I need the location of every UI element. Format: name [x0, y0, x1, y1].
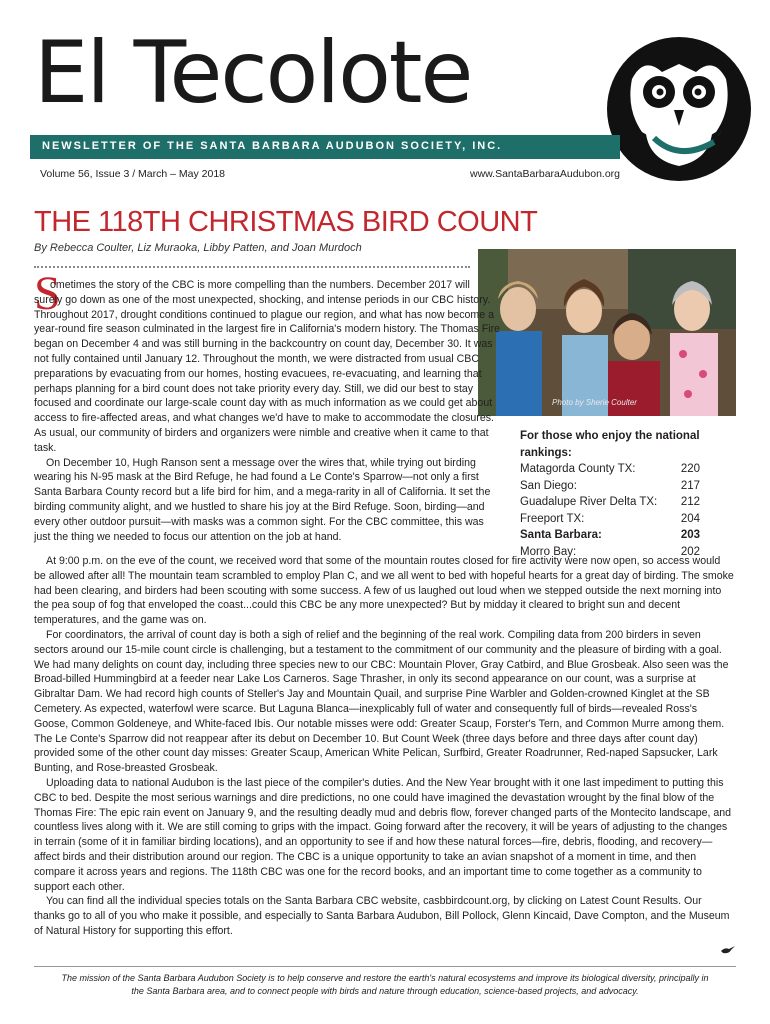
- ranking-count: 217: [680, 479, 700, 492]
- ranking-place: San Diego:: [520, 479, 577, 492]
- rankings-box: [520, 428, 740, 560]
- ranking-place: Matagorda County TX:: [520, 463, 636, 475]
- photo-credit: Photo by Sherie Coulter: [552, 398, 637, 407]
- ranking-count: 202: [680, 545, 700, 558]
- article-body-top: [34, 278, 500, 544]
- paragraph: Uploading data to national Audubon is the last piece of the compiler's duties. And the New Year brought with it one last impediment to putting this CBC to bed. Despite the most serious warnings and dire predictions, no one could have imagined the devastation wrought by the final blow of the Thomas Fire: The epic rain event on January 9, and the resulting deadly mud and debris flow, forever changed parts of the Montecito landscape, and countless lives along with it. We are still coming to grips with the impact. Going forward after the recovery, it will be years of adjusting to the changes in terrain (some of it in familiar birding locations), and an opportunity to see if and how these natural forces—fire, debris, flooding, and recovery—affect birds and their distribution around our region. The CBC is a unique opportunity to take an avian snapshot of a moment in time, and then compare it across years and regions. The 118th CBC was one for the record books, and an important time to come together as a community to support each other.: [34, 776, 732, 893]
- article-byline: By Rebecca Coulter, Liz Muraoka, Libby Patten, and Joan Murdoch: [34, 242, 362, 254]
- ranking-row: [520, 461, 740, 478]
- paragraph: At 9:00 p.m. on the eve of the count, we received word that some of the mountain routes closed for fire activity were now open, so access would be allowed after all! The mountain team scrambled to employ Plan C, and we all went to bed with hopeful hearts for a great day of birding. The smoke had been clearing, and birders had been scouting with some success. A few of us laughed out loud when we stepped outside the next morning into the pea soup of fog that enveloped the coast...could this CBC be any more unexpected? But by midday it cleared to bright sun and decent temperatures, and the game was on.: [34, 555, 734, 627]
- article-body-bottom: [34, 554, 734, 939]
- website-link[interactable]: www.SantaBarbaraAudubon.org: [469, 168, 620, 180]
- paragraph: ometimes the story of the CBC is more compelling than the numbers. December 2017 will surely go down as one of the most unexpected, shocking, and intense periods in our CBC history. Throughout 2017, drought conditions continued to plague our region, and what has now become a year-round fire season culminated in the largest fire in California's modern history. The Thomas Fire began on December 4 and was still burning in the backcountry on count day, December 30. It was not fully contained until January 12. Throughout the month, we were distracted from usual CBC preparations by evacuating from our homes, hosting evacuees, re-evacuating, and learning that perhaps planning for a bird count does not take priority every day. Still, we did our best to stay focused and coordinate our large-scale count day with as much information as we could get about access to fire-affected areas, and what changes we'd have to make to accommodate the closures. As usual, our community of birders and organizers were nimble and creative when it came to that task.: [34, 279, 501, 454]
- ranking-place: Morro Bay:: [520, 545, 577, 558]
- ranking-count: 204: [680, 512, 700, 525]
- rankings-title: For those who enjoy the national rankings:: [520, 430, 700, 459]
- banner-text: NEWSLETTER OF THE SANTA BARBARA AUDUBON SOCIETY, INC.: [42, 140, 503, 152]
- ranking-place: Guadalupe River Delta TX:: [520, 496, 658, 508]
- ranking-count: 203: [680, 529, 700, 541]
- drop-cap: S: [34, 267, 61, 320]
- group-photo: [478, 249, 736, 416]
- paragraph: On December 10, Hugh Ranson sent a message over the wires that, while trying out birding wearing his N-95 mask at the Bird Refuge, he had found a Le Conte's Sparrow—not only a first Santa Barbara County record but a life bird for him, and a mega-rarity in all of California. It set the birding community alight, and we hustled to share his joy at the Bird Refuge. Soon, birding—and every other outdoor pursuit—with masks was a common sight. For the CBC committee, this was just the thing we needed to focus our attention on the job at hand.: [34, 456, 491, 543]
- ranking-row: [520, 511, 740, 528]
- footer-divider: [34, 966, 736, 967]
- ranking-place: Freeport TX:: [520, 512, 585, 525]
- bird-end-mark-icon: [720, 944, 736, 958]
- ranking-row-highlight: [520, 527, 740, 544]
- photo-illustration: [478, 249, 736, 416]
- paragraph: You can find all the individual species totals on the Santa Barbara CBC website, casbbirdcount.org, by clicking on Latest Count Results. Our thanks go to all of you who make it possible, and especially to Santa Barbara Audubon, Bill Pollock, Glenn Kincaid, Dave Compton, and the Museum of Natural History for supporting this effort.: [34, 895, 730, 937]
- mission-statement: The mission of the Santa Barbara Audubon Society is to help conserve and restore the earth's natural ecosystems and improve its biological diversity, principally in the Santa Barbara area, and to connect people with birds and nature through education, science-based projects, and advocacy.: [61, 973, 709, 996]
- divider: [34, 266, 470, 268]
- ranking-row: [520, 478, 740, 495]
- ranking-count: 212: [680, 496, 700, 508]
- article-headline: THE 118TH CHRISTMAS BIRD COUNT: [34, 206, 538, 238]
- paragraph: For coordinators, the arrival of count day is both a sigh of relief and the beginning of the real work. Compiling data from 200 birders in seven sectors around our 15-mile count circle is challenging, but a testament to the commitment of our community and the pleasure of birding with a goal. We had many delights on count day, including three species new to our CBC: Mountain Plover, Gray Catbird, and Blue Grosbeak. Also seen was the Broad-billed Hummingbird at a feeder near Lake Los Carneros. Sage Thrasher, in only its second appearance on our count, was a surprise at Gibraltar Dam. We had record high counts of Steller's Jay and Mountain Quail, and surprise Pine Warbler and Golden-crowned Kinglet at the SB Cemetery. As expected, waterfowl were scarce. But Laguna Blanca—inexplicably full of water and consequently full of birds—revealed Ross's Goose, Common Goldeneye, and White-faced Ibis. Our notable misses were odd: Greater Scaup, Forster's Tern, and Common Murre among them. The Le Conte's Sparrow did not reappear after its debut on December 10. But Count Week (three days before and three days after count day) provided some of the other count day misses: Greater Scaup, American White Pelican, Surfbird, Greater Roadrunner, Red-naped Sapsucker, Lark Bunting, and Rose-breasted Grosbeak.: [34, 628, 729, 775]
- ranking-row: [520, 494, 740, 511]
- ranking-count: 220: [680, 463, 700, 475]
- issue-info: Volume 56, Issue 3 / March – May 2018: [40, 168, 226, 180]
- owl-icon: [604, 34, 754, 184]
- newsletter-banner: [30, 135, 620, 159]
- masthead-title: El Tecolote: [34, 23, 472, 123]
- ranking-place: Santa Barbara:: [520, 529, 602, 541]
